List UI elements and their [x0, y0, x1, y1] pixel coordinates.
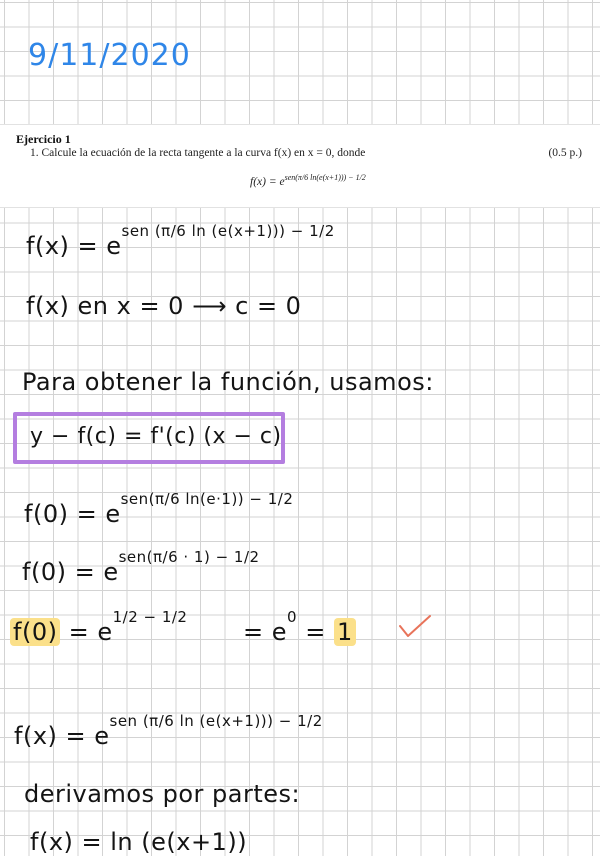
- note-line-7-mid-exponent: 0: [287, 608, 298, 626]
- exercise-title: Ejercicio 1: [16, 132, 71, 146]
- note-line-3: Para obtener la función, usamos:: [22, 368, 434, 396]
- note-line-1: [26, 222, 335, 260]
- highlighted-f0: f(0): [10, 618, 60, 646]
- note-line-5-base: f(0) = e: [24, 500, 121, 528]
- note-line-6-exponent: sen(π/6 · 1) − 1/2: [118, 548, 260, 566]
- exercise-item: 1. Calcule la ecuación de la recta tangente a la curva f(x) en x = 0, donde: [30, 147, 366, 159]
- note-line-7: [10, 608, 187, 646]
- note-line-2: f(x) en x = 0 ⟶ c = 0: [26, 292, 302, 320]
- note-line-7-mid: = e: [243, 618, 288, 646]
- exercise-points: (0.5 p.): [548, 147, 582, 159]
- exercise-statement: [0, 124, 600, 208]
- note-line-8: [14, 712, 323, 750]
- note-line-7-right: [243, 608, 356, 646]
- note-line-1-base: f(x) = e: [26, 232, 122, 260]
- highlighted-result: 1: [334, 618, 356, 646]
- note-line-8-base: f(x) = e: [14, 722, 110, 750]
- note-line-8-exponent: sen (π/6 ln (e(x+1))) − 1/2: [109, 712, 323, 730]
- tangent-formula: y − f(c) = f'(c) (x − c): [30, 424, 282, 449]
- note-line-7-exponent: 1/2 − 1/2: [112, 608, 188, 626]
- exercise-formula-base: f(x) = e: [250, 175, 285, 188]
- note-line-1-exponent: sen (π/6 ln (e(x+1))) − 1/2: [121, 222, 335, 240]
- note-line-6: [22, 548, 260, 586]
- exercise-formula: [250, 173, 366, 188]
- date-heading: 9/11/2020: [28, 38, 191, 73]
- note-line-9: derivamos por partes:: [24, 780, 301, 808]
- note-line-7-base: = e: [60, 618, 113, 646]
- note-line-10: f(x) = ln (e(x+1)): [30, 828, 248, 856]
- note-line-5-exponent: sen(π/6 ln(e·1)) − 1/2: [120, 490, 294, 508]
- check-mark-icon: [398, 612, 432, 640]
- note-line-6-base: f(0) = e: [22, 558, 119, 586]
- exercise-formula-exponent: sen(π/6 ln(e(x+1))) − 1/2: [284, 173, 366, 182]
- note-line-5: [24, 490, 293, 528]
- note-line-7-equals: =: [297, 618, 334, 646]
